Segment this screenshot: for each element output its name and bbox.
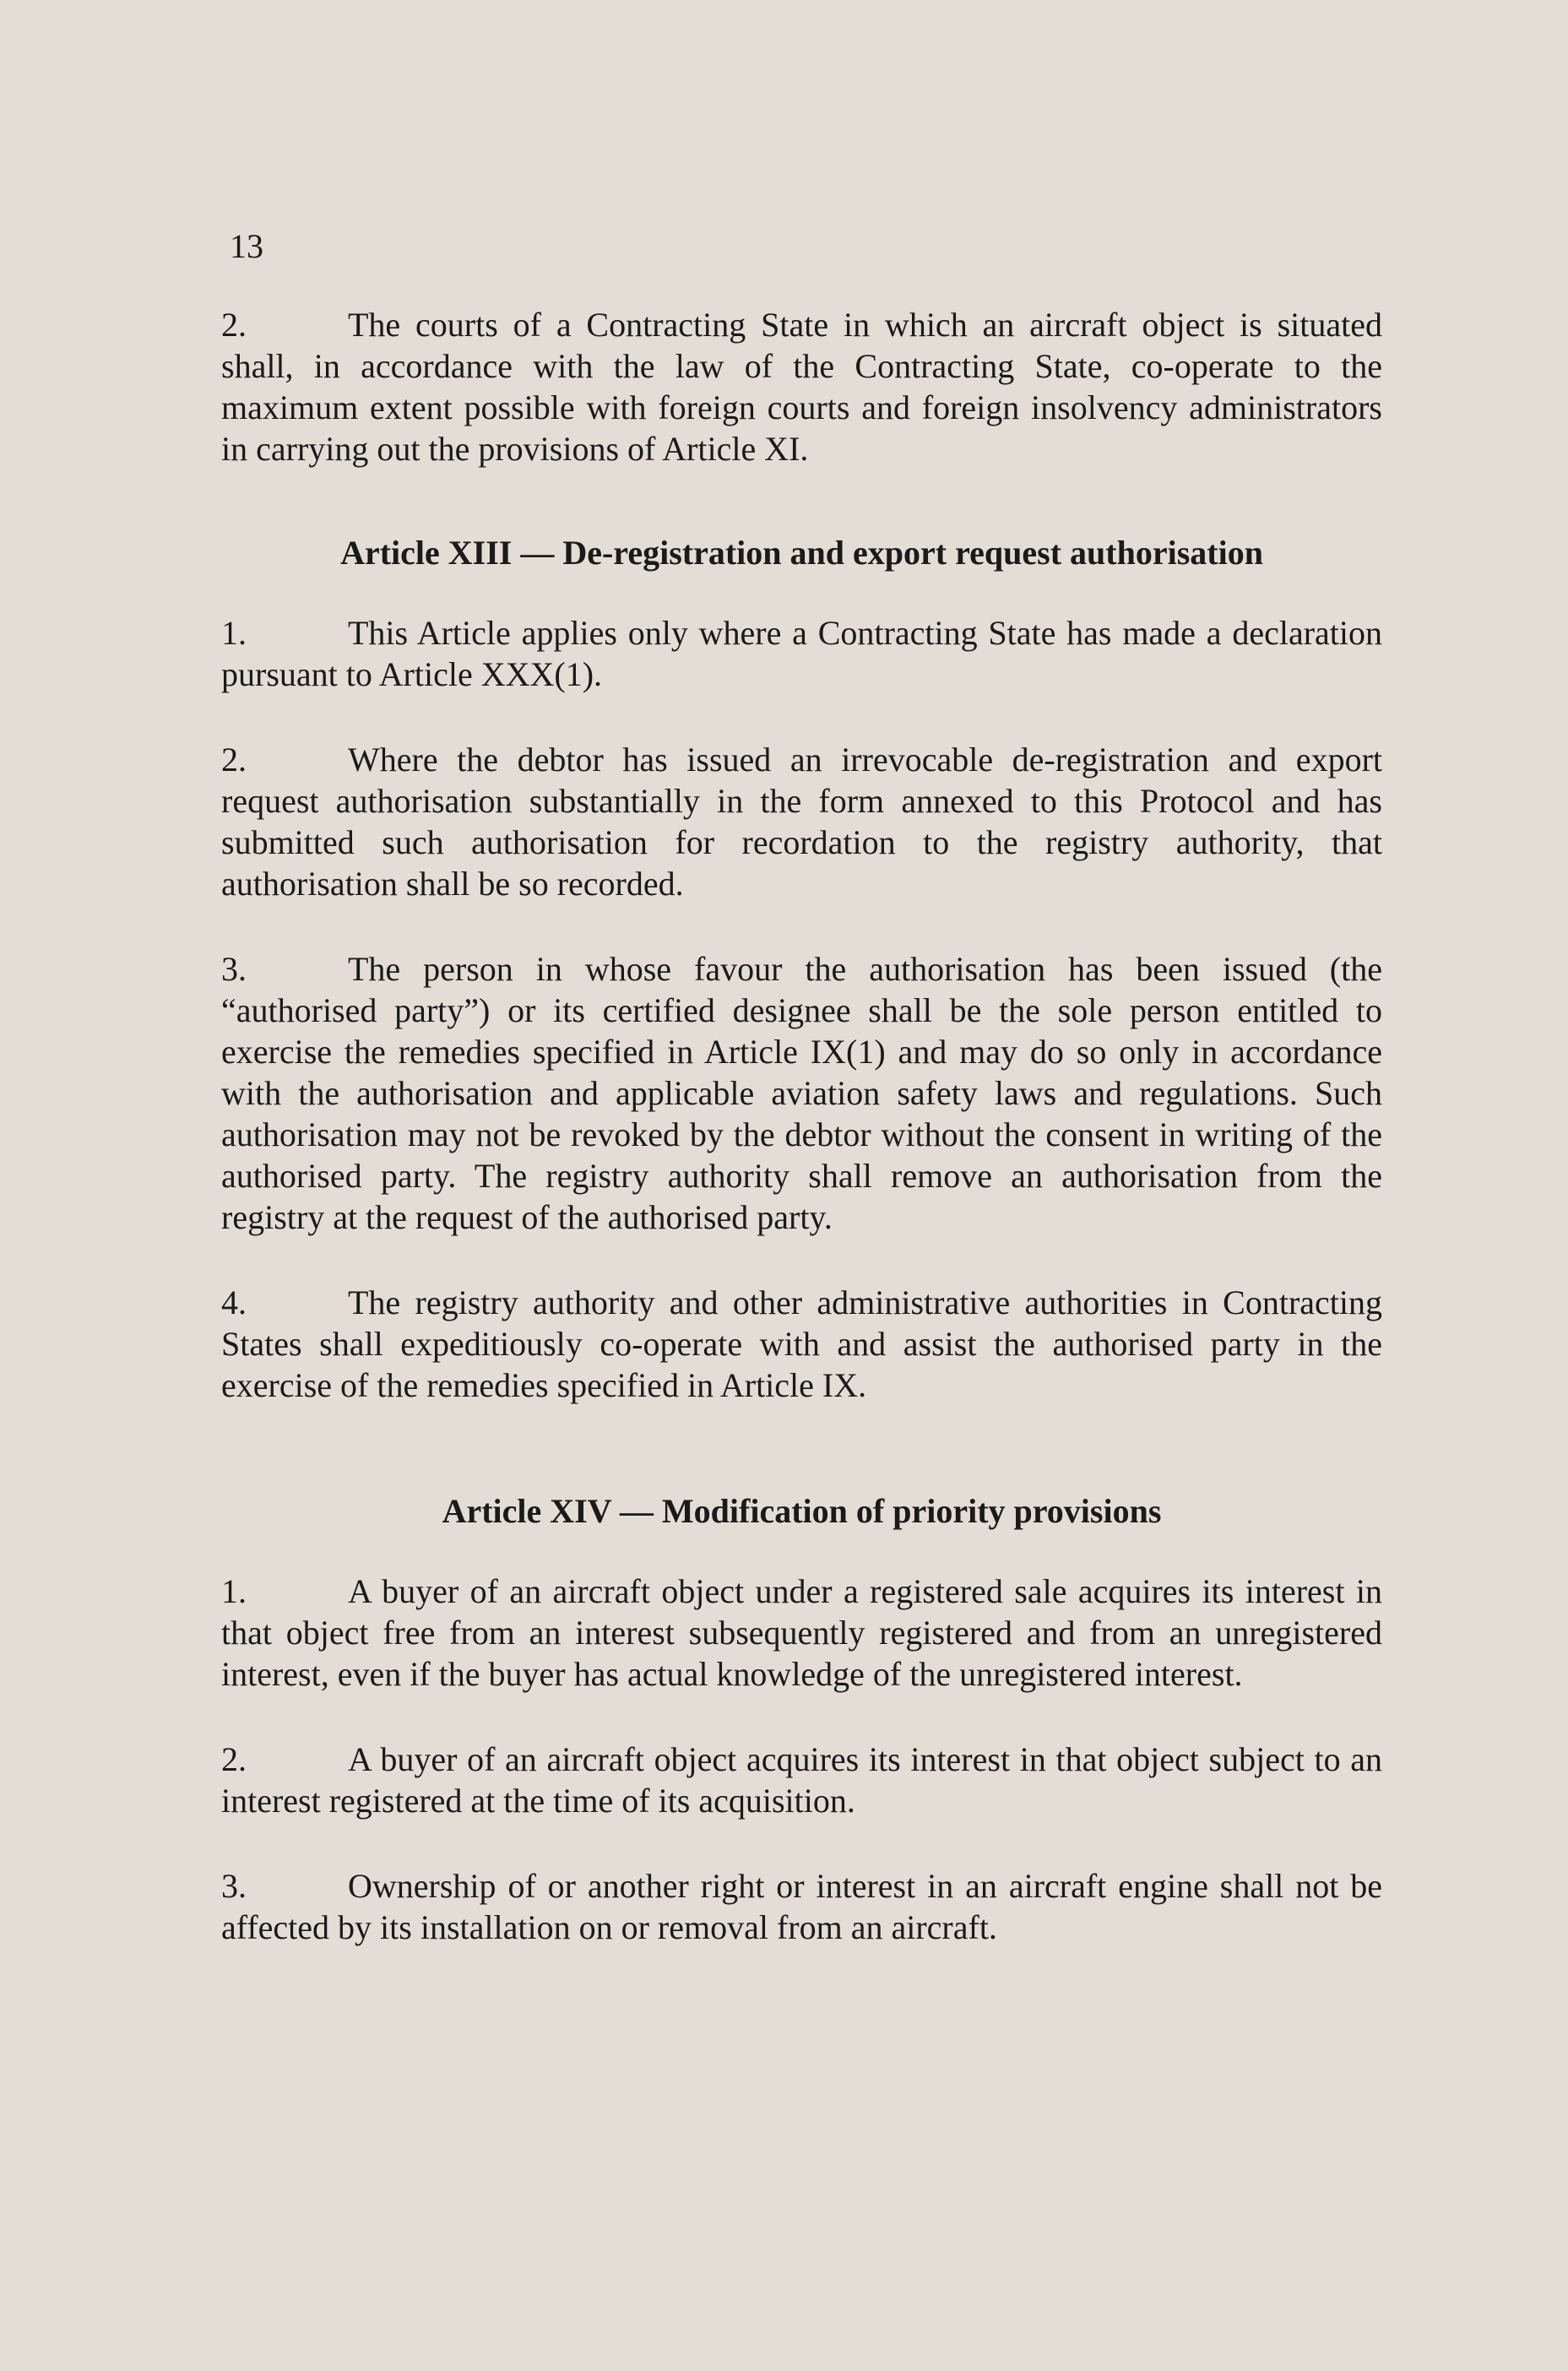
paragraph-number: 1. <box>221 1572 247 1610</box>
paragraph-text: The person in whose favour the authorisation has been issued (the “authorised party”) or its certified designee shall be the sole person entitled to exercise the remedies specified in Article IX(1) and may do so only in accordance with the authorisation and applicable aviation safety laws and regulations. Such authorisation may not be revoked by the debtor without the consent in writing of the authorised party. The registry authority shall remove an authorisation from the registry at the request of the authorised party. <box>221 950 1382 1236</box>
paragraph-number: 3. <box>221 950 247 988</box>
article-xiv-paragraph-2 <box>221 1739 1382 1821</box>
article-xiv-heading: Article XIV — Modification of priority provisions <box>442 1492 1162 1530</box>
paragraph-text: A buyer of an aircraft object acquires its interest in that object subject to an interest registered at the time of its acquisition. <box>221 1740 1382 1820</box>
paragraph-number: 2. <box>221 741 247 779</box>
paragraph-number: 1. <box>221 614 247 652</box>
paragraph-text: This Article applies only where a Contracting State has made a declaration pursuant to Article XXX(1). <box>221 614 1382 693</box>
paragraph-text: Where the debtor has issued an irrevocable de-registration and export request authorisation substantially in the form annexed to this Protocol and has submitted such authorisation for recordation to the registry authority, that authorisation shall be so recorded. <box>221 741 1382 903</box>
article-xiv-paragraph-1 <box>221 1571 1382 1695</box>
paragraph-text: The registry authority and other administrative authorities in Contracting States shall expeditiously co-operate with and assist the authorised party in the exercise of the remedies specified in Article IX. <box>221 1283 1382 1404</box>
paragraph-number: 3. <box>221 1867 247 1905</box>
paragraph-text: Ownership of or another right or interest in an aircraft engine shall not be affected by its installation on or removal from an aircraft. <box>221 1867 1382 1946</box>
paragraph-text: A buyer of an aircraft object under a registered sale acquires its interest in that object free from an interest subsequently registered and from an unregistered interest, even if the buyer has actual knowledge of the unregistered interest. <box>221 1572 1382 1693</box>
article-xiii-heading: Article XIII — De-registration and export request authorisation <box>340 534 1263 572</box>
paragraph-number: 2. <box>221 1740 247 1778</box>
article-xiii-paragraph-2 <box>221 739 1382 904</box>
article-xii-paragraph-2 <box>221 304 1382 469</box>
paragraph-text: The courts of a Contracting State in which an aircraft object is situated shall, in accordance with the law of the Contracting State, co-operate to the maximum extent possible with foreign courts and foreign insolvency administrators in carrying out the provisions of Article XI. <box>221 306 1382 468</box>
page-content <box>221 304 1382 1992</box>
paragraph-number: 2. <box>221 306 247 344</box>
article-xiii-paragraph-3 <box>221 948 1382 1238</box>
paragraph-number: 4. <box>221 1283 247 1321</box>
page-number: 13 <box>230 227 263 265</box>
article-xiii-paragraph-1 <box>221 612 1382 695</box>
article-xiii-paragraph-4 <box>221 1282 1382 1406</box>
article-xiv-paragraph-3 <box>221 1865 1382 1948</box>
